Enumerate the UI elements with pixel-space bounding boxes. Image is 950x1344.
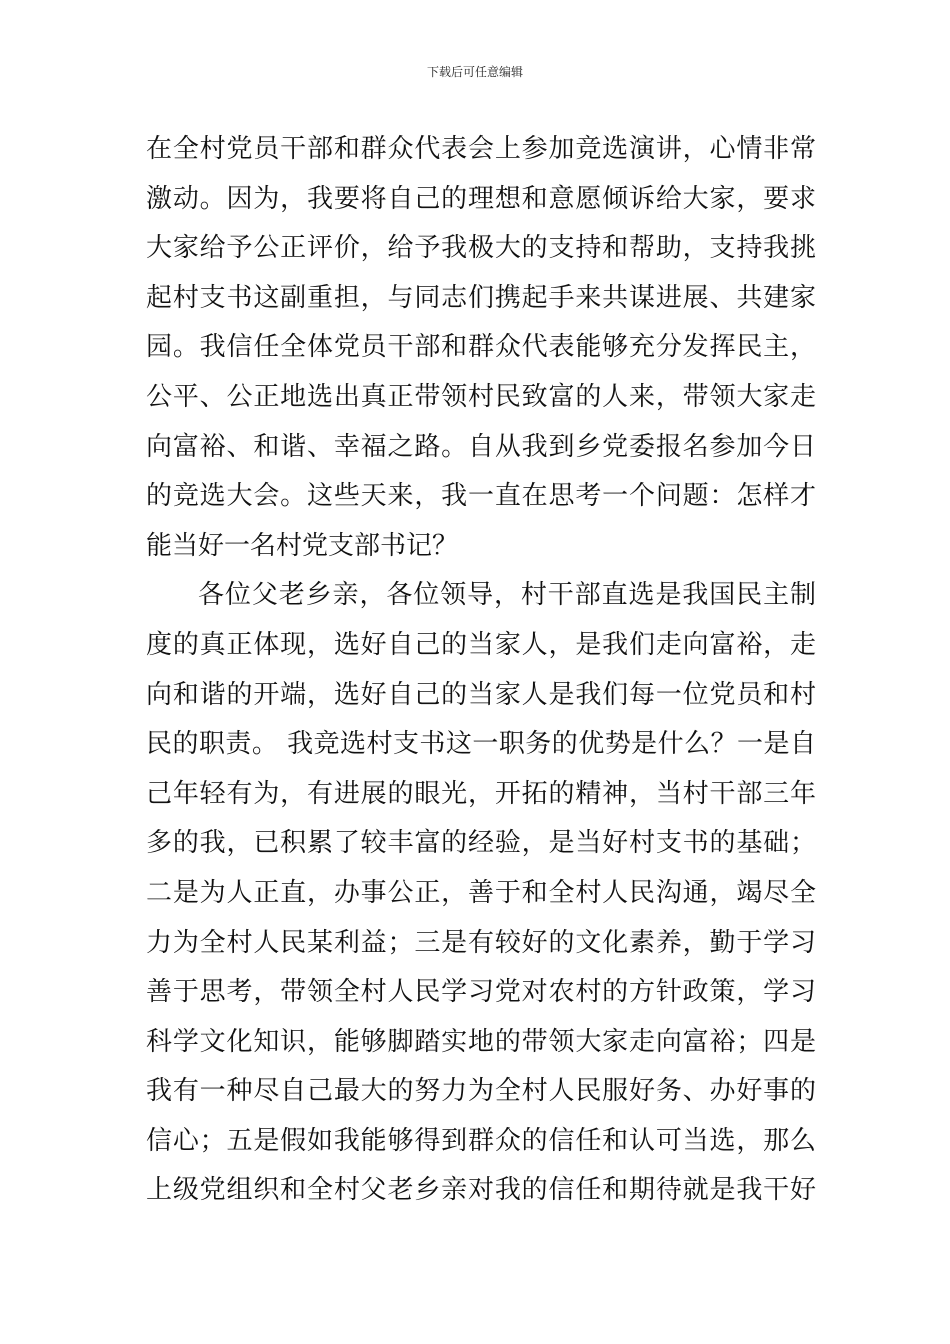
- text-line: 起村支书这副重担，与同志们携起手来共谋进展、共建家: [146, 282, 816, 313]
- text-line: 各位父老乡亲，各位领导，村干部直选是我国民主制: [198, 580, 816, 611]
- text-line: 己年轻有为，有进展的眼光，开拓的精神，当村干部三年: [146, 778, 816, 809]
- text-line: 度的真正体现，选好自己的当家人，是我们走向富裕，走: [146, 629, 816, 660]
- text-line: 大家给予公正评价，给予我极大的支持和帮助，支持我挑: [146, 233, 816, 264]
- text-line: 二是为人正直，办事公正，善于和全村人民沟通，竭尽全: [146, 877, 816, 908]
- text-line: 园。我信任全体党员干部和群众代表能够充分发挥民主，: [146, 332, 816, 363]
- text-line: 民的职责。 我竞选村支书这一职务的优势是什么？一是自: [146, 729, 816, 760]
- text-line: 善于思考，带领全村人民学习党对农村的方针政策，学习: [146, 977, 816, 1008]
- text-line: 的竞选大会。这些天来，我一直在思考一个问题：怎样才: [146, 481, 816, 512]
- paragraph-2: [146, 571, 816, 1216]
- text-line: 向和谐的开端，选好自己的当家人是我们每一位党员和村: [146, 679, 816, 710]
- document-body: [146, 125, 816, 1216]
- text-line: 能当好一名村党支部书记？: [146, 530, 459, 561]
- text-line: 上级党组织和全村父老乡亲对我的信任和期待就是我干好: [146, 1175, 816, 1206]
- text-line: 公平、公正地选出真正带领村民致富的人来，带领大家走: [146, 381, 816, 412]
- text-line: 激动。因为，我要将自己的理想和意愿倾诉给大家，要求: [146, 183, 816, 214]
- text-line: 科学文化知识，能够脚踏实地的带领大家走向富裕；四是: [146, 1026, 816, 1057]
- text-line: 在全村党员干部和群众代表会上参加竞选演讲，心情非常: [146, 134, 816, 164]
- text-line: 信心；五是假如我能够得到群众的信任和认可当选，那么: [146, 1125, 816, 1156]
- paragraph-1: [146, 125, 816, 571]
- text-line: 向富裕、和谐、幸福之路。自从我到乡党委报名参加今日: [146, 431, 816, 462]
- page-header: 下载后可任意编辑: [426, 65, 523, 79]
- text-line: 多的我，已积累了较丰富的经验，是当好村支书的基础；: [146, 828, 816, 859]
- text-line: 我有一种尽自己最大的努力为全村人民服好务、办好事的: [146, 1076, 816, 1107]
- text-line: 力为全村人民某利益；三是有较好的文化素养，勤于学习: [146, 927, 816, 958]
